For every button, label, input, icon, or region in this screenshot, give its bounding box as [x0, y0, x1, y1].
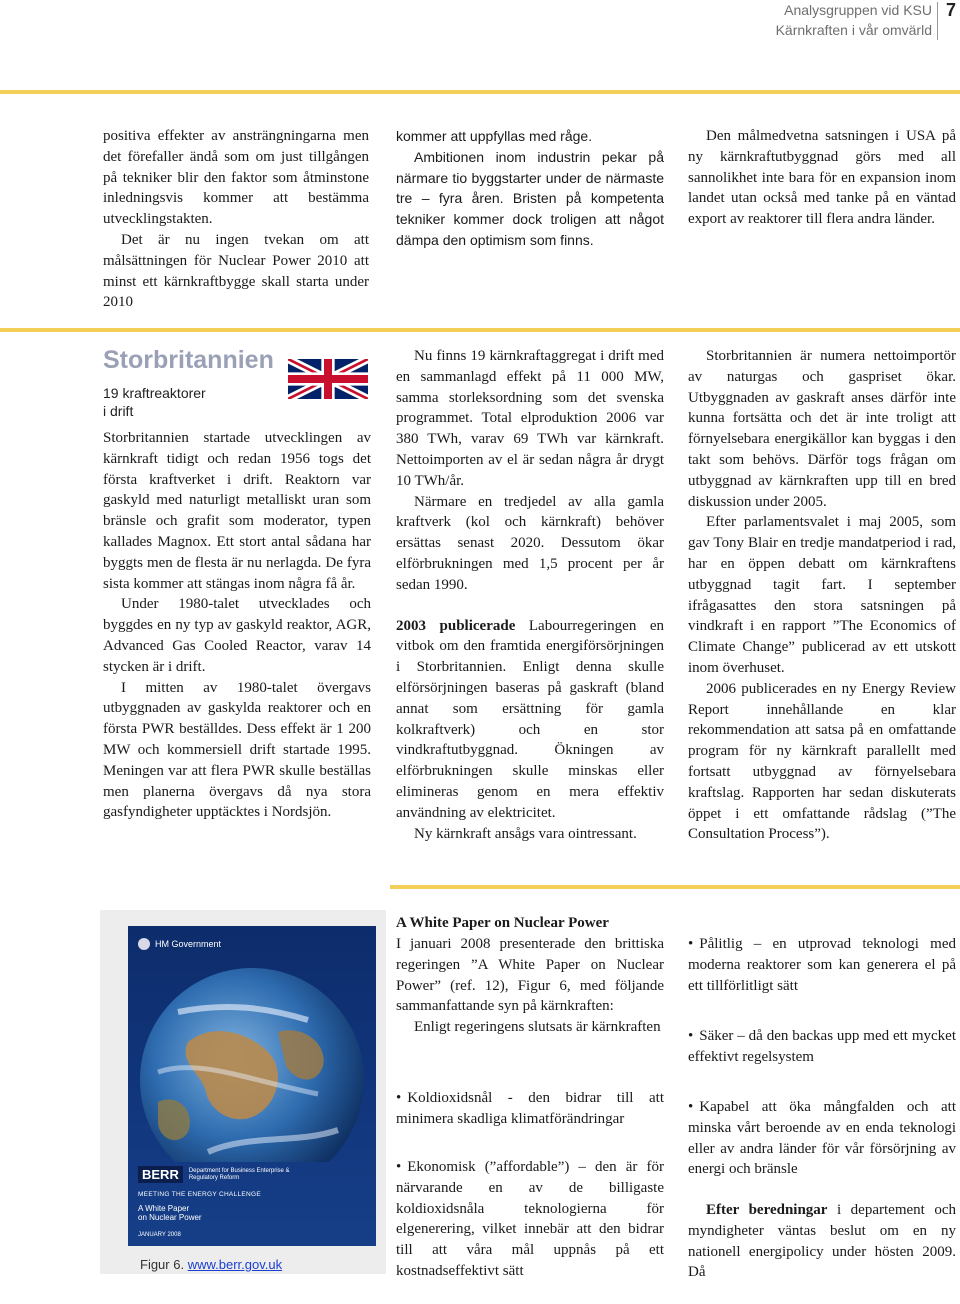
paragraph: Nu finns 19 kärnkraftaggregat i drift med en sammanlagd effekt på 11 000 MW, samma storleksordning som det svenska programmet. Total elproduktion 2006 var 380 TWh, varav 69 TWh var kärnkraft. Nettoimporten av el är sedan några år drygt 10 TWh/år.	[396, 348, 664, 489]
whitepaper-heading: A White Paper on Nuclear Power	[396, 915, 609, 931]
bullet-item: • Pålitlig – en utprovad teknologi med moderna reaktorer som kan generera el på ett tillförlitligt sätt	[688, 934, 956, 996]
gold-rule-whitepaper	[390, 885, 960, 889]
bullet-item: • Säker – då den backas upp med ett mycket effektivt regelsystem	[688, 1026, 956, 1068]
top-column-1	[103, 126, 369, 313]
paragraph: I mitten av 1980-talet övergavs utbyggnaden av gaskylda reaktorer och en första PWR beställdes. Dess effekt är 1 200 MW och kommersiell drift startade 1995. Meningen var att flera PWR skulle beställas men planerna övergavs då nya stora gasfyndigheter upptäcktes i Nordsjön.	[103, 679, 371, 821]
cover-govt-text: HM Government	[155, 939, 222, 949]
union-jack-flag-icon	[288, 356, 368, 402]
paragraph: Ambitionen inom industrin pekar på närmare tio byggstarter under de närmaste tre – fyra åren. Bristen på kompetenta tekniker kommer dock troligen att något dämpa den optimism som finns.	[396, 148, 664, 248]
paragraph: I januari 2008 presenterade den brittiska regeringen ”A White Paper on Nuclear Power” (ref. 12), Figur 6, med följande sammanfattande syn på kärnkraften:	[396, 936, 664, 1015]
bullet-item: • Ekonomisk (”affordable”) – den är för närvarande en av de billigaste koldioxidsnåla teknologierna för elgenerering, vilket innebär att den bidrar till att våra mål uppnås på ett kostnadseffektivt sätt	[396, 1157, 664, 1282]
uk-column-1	[103, 428, 371, 823]
berr-text: BERR	[138, 1166, 183, 1183]
cover-title-1: A White Paper	[138, 1204, 190, 1213]
reactor-count: 19 kraftreaktorer	[103, 385, 206, 401]
cover-text-block	[138, 1166, 366, 1238]
header-subtitle: Kärnkraften i vår omvärld	[775, 22, 932, 38]
section-title: Storbritannien	[103, 346, 274, 374]
whitepaper-intro	[396, 934, 664, 1038]
paragraph: Ny kärnkraft ansågs vara ointressant.	[414, 825, 637, 842]
paragraph: kommer att uppfyllas med råge.	[396, 128, 593, 144]
paragraph: Den målmedvetna satsningen i USA på ny kärnkraftutbyggnad görs med all sannolikhet inte bara för en expansion inom landet utan också med tanke på en väntad export av reaktorer till flera andra länder.	[688, 128, 956, 228]
top-column-3	[688, 126, 956, 230]
header-org: Analysgruppen vid KSU	[784, 2, 932, 18]
paragraph: Enligt regeringens slutsats är kärnkraften	[414, 1019, 661, 1036]
gold-rule-top	[0, 90, 960, 94]
paragraph: Under 1980-talet utvecklades och byggdes en ny typ av gaskyld reaktor, AGR, Advanced Gas Cooled Reactor, varav 14 stycken är i drift.	[103, 596, 371, 675]
gold-rule-section	[0, 328, 960, 332]
cover-series: MEETING THE ENERGY CHALLENGE	[138, 1191, 262, 1198]
page-number: 7	[945, 0, 956, 20]
cover-govt-logo	[138, 938, 221, 950]
cover-date: JANUARY 2008	[138, 1232, 181, 1238]
white-paper-cover	[128, 926, 376, 1246]
paragraph: Storbritannien är numera nettoimportör av naturgas och gaspriset ökar. Utbyggnaden av gaskraft anses därför inte kunna fortsätta och det är inte troligt att förnyelsebara energikällor kan byggas i den takt som behövs. Därför togs frågan om utbyggnad av kärnkraften upp till en bred diskussion under 2005.	[688, 348, 956, 510]
reactor-status: i drift	[103, 403, 134, 419]
paragraph: positiva effekter av ansträngningarna men det förefaller ändå som om just tillgången på tekniker blir den faktor som åtminstone inledningsvis kommer att bestämma utvecklingstakten.	[103, 128, 369, 228]
cover-title-2: on Nuclear Power	[138, 1213, 202, 1222]
whitepaper-conclusion	[688, 1200, 956, 1283]
paragraph-text: Labourregeringen en vitbok om den framtida energiförsörjningen i Storbritannien. Enligt denna skulle elförsörjningen baseras på gaskraft (bland annat som ersättning för gamla kolkraftverk) och en stor vindkraftutbyggnad. Ökningen av elförbrukningen skulle minskas eller elimineras genom en mera effektiv användning av elektricitet.	[396, 617, 664, 821]
paragraph	[688, 1200, 956, 1283]
crest-icon	[138, 938, 150, 950]
figure-caption	[140, 1257, 282, 1272]
caption-label: Figur 6.	[140, 1257, 188, 1272]
running-header	[775, 0, 956, 40]
caption-link[interactable]: www.berr.gov.uk	[187, 1257, 283, 1272]
paragraph: 2006 publicerades en ny Energy Review Report innehållande en klar rekommendation att satsa på en omfattande program för ny kärnkraft parallellt med fortsatt utbyggnad av förnyelsebara kraftslag. Rapporten har sedan diskuterats öppet i ett omfattande rådslag (”The Consultation Process”).	[688, 680, 956, 843]
bullet-item: • Kapabel att öka mångfalden och att minska vårt beroende av en enda teknologi eller av andra länder för vår försörjning av energi och bränsle	[688, 1097, 956, 1180]
berr-logo	[138, 1166, 366, 1183]
paragraph-text: i departement och myndigheter väntas beslut om en ny nationell energipolicy under hösten 2009. Då	[688, 1202, 956, 1281]
uk-column-3	[688, 346, 956, 845]
header-divider	[937, 2, 938, 40]
berr-dept: Department for Business Enterprise & Regulatory Reform	[188, 1167, 290, 1181]
bold-lead: Efter beredningar	[706, 1202, 828, 1218]
top-column-2	[396, 126, 664, 251]
paragraph: Storbritannien startade utvecklingen av kärnkraft tidigt och redan 1956 togs det första kraftverket i drift. Reaktorn var gaskyld med naturligt metalliskt uran som bränsle och grafit som moderator, typen kallades Magnox. Ett stort antal sådana har byggts men de flesta är nu nerlagda. De fyra sista kommer att stängas inom några få år.	[103, 430, 371, 592]
bold-lead: 2003 publicerade	[396, 617, 516, 634]
paragraph: Det är nu ingen tvekan om att målsättningen för Nuclear Power 2010 att minst ett kärnkraftbygge skall starta under 2010	[103, 231, 369, 311]
section-subtitle	[103, 384, 206, 420]
paragraph: Efter parlamentsvalet i maj 2005, som gav Tony Blair en tredje mandatperiod i rad, har en öppen debatt om kärnkraftens utbyggnad tagit fart. I september ifrågasattes den stora satsningen på vindkraft i en rapport ”The Economics of Climate Change” publicerad av ett utskott inom överhuset.	[688, 514, 956, 676]
uk-column-2	[396, 346, 664, 844]
bullet-item: • Koldioxidsnål - den bidrar till att minimera skadliga klimatförändringar	[396, 1088, 664, 1130]
earth-globe-icon	[128, 962, 376, 1162]
paragraph	[396, 616, 664, 824]
paragraph: Närmare en tredjedel av alla gamla kraftverk (kol och kärnkraft) behöver ersättas senast 2020. Dessutom ökar elförbrukningen med 1,5 procent per år sedan 1990.	[396, 493, 664, 593]
